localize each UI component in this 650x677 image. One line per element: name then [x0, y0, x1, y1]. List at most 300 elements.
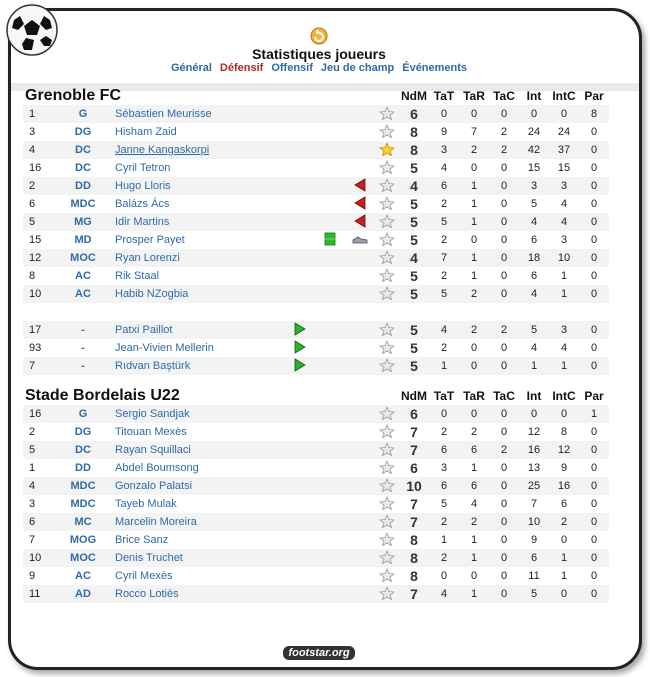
event-cell-3: [345, 423, 375, 441]
player-row: [23, 231, 609, 249]
player-number: 6: [29, 198, 36, 210]
event-cell-3: [345, 195, 375, 213]
stat-intc: 15: [557, 162, 571, 174]
event-cell-3: [345, 249, 375, 267]
star-grey-icon: [379, 496, 395, 510]
event-cell-2: [315, 405, 345, 423]
event-cell-1: [285, 567, 315, 585]
stat-tac: 0: [489, 213, 519, 231]
event-cell-1: [285, 357, 315, 375]
player-rating: 8: [410, 532, 418, 548]
star-grey-icon: [379, 442, 395, 456]
player-row: [23, 477, 609, 495]
stat-tac: 0: [500, 234, 508, 246]
player-row: [23, 495, 609, 513]
stat-intc: 0: [549, 585, 579, 603]
stat-par: 0: [579, 477, 609, 495]
event-cell-1: [285, 213, 315, 231]
stat-tar: 2: [459, 285, 489, 303]
event-cell-2: [315, 213, 345, 231]
player-position: DD: [65, 177, 101, 195]
player-name-link[interactable]: Rocco Lotiès: [101, 585, 285, 603]
stat-tat: 2: [440, 198, 448, 210]
stat-intc: 6: [560, 498, 568, 510]
player-number: 7: [23, 357, 65, 375]
event-cell-1: [285, 513, 315, 531]
player-number: 1: [29, 462, 36, 474]
player-name-link[interactable]: Hugo Lloris: [101, 177, 285, 195]
player-number: 4: [23, 141, 65, 159]
stat-par: 0: [590, 342, 598, 354]
player-number: 4: [23, 477, 65, 495]
stat-par: 0: [590, 198, 598, 210]
stat-tar: 2: [470, 426, 478, 438]
tab-1[interactable]: Défensif: [219, 62, 264, 74]
player-name-link[interactable]: Balázs Ács: [115, 198, 170, 210]
event-cell-1: [285, 231, 315, 249]
event-cell-3: [345, 231, 375, 249]
event-cell-3: [345, 213, 375, 231]
stat-tat: 0: [429, 105, 459, 123]
event-cell-2: [315, 567, 345, 585]
stat-tac: 0: [489, 249, 519, 267]
star-grey-icon: [379, 250, 395, 264]
stat-int: 4: [519, 213, 549, 231]
event-cell-1: [285, 441, 315, 459]
player-star-cell[interactable]: [375, 477, 399, 495]
player-name-link[interactable]: Sergio Sandjak: [101, 405, 285, 423]
footer-logo[interactable]: [11, 647, 627, 659]
stat-tar: 1: [459, 177, 489, 195]
stat-par: 0: [579, 285, 609, 303]
player-name-link[interactable]: Cyril Tetron: [115, 162, 171, 174]
column-header-ndm: NdM: [401, 89, 427, 103]
event-cell-2: [315, 141, 345, 159]
player-name-link[interactable]: Rik Staal: [115, 270, 160, 282]
event-cell-1: [285, 585, 315, 603]
stat-tat: 2: [440, 234, 448, 246]
player-rating: 4: [399, 249, 429, 267]
tab-4[interactable]: Événements: [402, 62, 468, 74]
event-cell-3: [345, 459, 375, 477]
stat-tar: 1: [459, 585, 489, 603]
stat-int: 9: [530, 534, 538, 546]
stat-tar: 0: [470, 234, 478, 246]
event-cell-2: [315, 285, 345, 303]
player-name-link[interactable]: Jean-Vivien Mellerin: [115, 342, 214, 354]
stat-tat: 5: [429, 285, 459, 303]
stat-tar: 1: [470, 198, 478, 210]
star-grey-icon: [379, 160, 395, 174]
column-header-tat: TaT: [433, 389, 455, 403]
player-position: DD: [75, 462, 91, 474]
stat-intc: 12: [549, 441, 579, 459]
player-position: MDC: [65, 477, 101, 495]
column-header-tar: TaR: [463, 89, 485, 103]
player-number: 93: [29, 342, 42, 354]
player-rating: 6: [399, 405, 429, 423]
stat-par: 0: [590, 534, 598, 546]
player-star-cell[interactable]: [375, 549, 399, 567]
stat-par: 0: [590, 270, 598, 282]
column-header-par: Par: [584, 389, 604, 403]
sub-out-icon: [352, 196, 368, 210]
player-position: AC: [65, 285, 101, 303]
player-name-link[interactable]: Ryan Lorenzi: [101, 249, 285, 267]
page-title: Statistiques joueurs: [252, 46, 386, 62]
player-name-link[interactable]: Habib NZogbia: [101, 285, 285, 303]
player-star-cell[interactable]: [375, 231, 399, 249]
player-name-link[interactable]: Idir Martins: [101, 213, 285, 231]
player-name-link[interactable]: Rıdvan Baştürk: [101, 357, 285, 375]
player-number: 11: [23, 585, 65, 603]
stat-int: 3: [519, 177, 549, 195]
event-cell-1: [285, 321, 315, 339]
player-star-cell[interactable]: [375, 567, 399, 585]
event-cell-2: [315, 585, 345, 603]
column-header-tat: TaT: [433, 89, 455, 103]
player-star-cell[interactable]: [375, 405, 399, 423]
stat-tat: 4: [429, 321, 459, 339]
stat-tat: 1: [429, 357, 459, 375]
event-cell-3: [345, 177, 375, 195]
event-cell-3: [345, 513, 375, 531]
spacer-row: [23, 303, 609, 321]
stat-intc: 0: [549, 405, 579, 423]
stat-intc: 10: [549, 249, 579, 267]
event-cell-2: [315, 477, 345, 495]
player-number: 10: [23, 549, 65, 567]
player-row: [23, 585, 609, 603]
player-name-link[interactable]: Marcelin Moreira: [101, 513, 285, 531]
player-name-link[interactable]: Titouan Mexès: [115, 426, 187, 438]
player-star-cell[interactable]: [375, 159, 399, 177]
stat-int: 0: [519, 405, 549, 423]
player-number: 2: [23, 177, 65, 195]
stat-intc: 0: [549, 105, 579, 123]
star-grey-icon: [379, 286, 395, 300]
stat-tat: 2: [440, 426, 448, 438]
star-grey-icon: [379, 214, 395, 228]
player-position: DG: [74, 426, 92, 438]
star-grey-icon: [379, 586, 395, 600]
player-rating: 6: [410, 460, 418, 476]
stat-tat: 5: [429, 213, 459, 231]
event-cell-2: [315, 495, 345, 513]
stat-tat: 3: [440, 462, 448, 474]
player-name-link[interactable]: Gonzalo Palatsi: [101, 477, 285, 495]
player-star-cell[interactable]: [375, 195, 399, 213]
player-row: [23, 531, 609, 549]
player-number: 3: [29, 126, 36, 138]
stat-par: 0: [579, 441, 609, 459]
player-star-cell[interactable]: [375, 141, 399, 159]
pitch-icon: [322, 232, 338, 246]
stat-intc: 1: [549, 357, 579, 375]
sub-in-icon: [292, 322, 308, 336]
star-grey-icon: [379, 232, 395, 246]
stat-int: 5: [519, 321, 549, 339]
player-number: 15: [29, 234, 42, 246]
stat-int: 13: [527, 462, 541, 474]
stat-tar: 0: [459, 357, 489, 375]
stat-intc: 9: [560, 462, 568, 474]
event-cell-1: [285, 267, 315, 285]
stat-tac: 0: [489, 585, 519, 603]
event-cell-2: [315, 531, 345, 549]
stat-tac: 0: [500, 462, 508, 474]
player-number: 10: [23, 285, 65, 303]
event-cell-2: [315, 159, 345, 177]
stat-tar: 0: [470, 162, 478, 174]
event-cell-3: [345, 477, 375, 495]
stat-int: 15: [527, 162, 541, 174]
stats-table: [23, 87, 609, 603]
event-cell-2: [315, 513, 345, 531]
stat-int: 7: [530, 498, 538, 510]
event-cell-1: [285, 339, 315, 357]
stat-tar: 1: [459, 249, 489, 267]
player-number: 7: [29, 534, 36, 546]
stat-tat: 5: [440, 498, 448, 510]
player-position: -: [65, 357, 101, 375]
player-star-cell[interactable]: [375, 177, 399, 195]
spacer-row: [23, 375, 609, 387]
player-row: [23, 357, 609, 375]
stat-int: 12: [527, 426, 541, 438]
player-position: AC: [75, 270, 91, 282]
player-star-cell[interactable]: [375, 249, 399, 267]
event-cell-3: [345, 549, 375, 567]
player-rating: 10: [399, 477, 429, 495]
event-cell-3: [345, 321, 375, 339]
stat-int: 4: [519, 285, 549, 303]
player-row: [23, 549, 609, 567]
stat-tat: 2: [429, 513, 459, 531]
player-position: MC: [65, 513, 101, 531]
player-star-cell[interactable]: [375, 459, 399, 477]
player-position: AC: [75, 570, 91, 582]
sub-out-icon: [352, 178, 368, 192]
player-rating: 5: [410, 160, 418, 176]
stat-par: 0: [579, 513, 609, 531]
player-row: [23, 459, 609, 477]
stat-tar: 1: [470, 462, 478, 474]
player-rating: 5: [410, 232, 418, 248]
player-star-cell[interactable]: [375, 585, 399, 603]
tab-2[interactable]: Offensif: [271, 62, 313, 74]
star-grey-icon: [379, 178, 395, 192]
stat-par: 0: [579, 249, 609, 267]
player-rating: 8: [399, 549, 429, 567]
stat-par: 0: [590, 498, 598, 510]
event-cell-1: [285, 123, 315, 141]
stat-tar: 2: [459, 513, 489, 531]
player-star-cell[interactable]: [375, 531, 399, 549]
stat-tac: 0: [489, 405, 519, 423]
player-position: MOG: [69, 534, 97, 546]
event-cell-1: [285, 285, 315, 303]
player-row: [23, 423, 609, 441]
event-cell-2: [315, 549, 345, 567]
stat-tar: 0: [459, 105, 489, 123]
stat-intc: 4: [560, 342, 568, 354]
player-star-cell[interactable]: [375, 495, 399, 513]
player-rating: 7: [399, 513, 429, 531]
stat-intc: 4: [549, 213, 579, 231]
stat-tar: 1: [470, 270, 478, 282]
refresh-icon[interactable]: [309, 25, 329, 45]
column-header-intc: IntC: [552, 389, 576, 403]
stat-int: 6: [519, 549, 549, 567]
player-star-cell[interactable]: [375, 321, 399, 339]
stat-par: 0: [590, 462, 598, 474]
player-name-link[interactable]: Patxi Paillot: [101, 321, 285, 339]
player-name-link[interactable]: Brice Sanz: [115, 534, 169, 546]
stat-int: 5: [519, 585, 549, 603]
event-cell-1: [285, 495, 315, 513]
team-name: Grenoble FC: [25, 87, 122, 104]
player-name-link[interactable]: Hisham Zaid: [115, 126, 177, 138]
event-cell-1: [285, 177, 315, 195]
stat-tac: 0: [500, 426, 508, 438]
player-name-link[interactable]: Denis Truchet: [101, 549, 285, 567]
player-row: [23, 567, 609, 585]
player-position: DC: [65, 441, 101, 459]
player-rating: 5: [399, 213, 429, 231]
boot-icon: [352, 232, 368, 246]
stat-tar: 1: [459, 549, 489, 567]
stat-par: 0: [579, 549, 609, 567]
player-star-cell[interactable]: [375, 513, 399, 531]
player-position: MOC: [65, 549, 101, 567]
player-position: MDC: [70, 198, 96, 210]
stat-tac: 2: [500, 126, 508, 138]
stat-tar: 7: [470, 126, 478, 138]
player-number: 6: [23, 513, 65, 531]
sub-in-icon: [292, 358, 308, 372]
player-name-link[interactable]: Rayan Squillaci: [101, 441, 285, 459]
event-cell-3: [345, 567, 375, 585]
event-cell-1: [285, 249, 315, 267]
star-grey-icon: [379, 340, 395, 354]
stat-int: 18: [519, 249, 549, 267]
event-cell-2: [315, 105, 345, 123]
stat-par: 0: [579, 177, 609, 195]
football-logo-icon: [4, 2, 60, 58]
column-header-int: Int: [526, 89, 542, 103]
event-cell-1: [285, 105, 315, 123]
column-header-tac: TaC: [493, 389, 515, 403]
stat-tat: 7: [429, 249, 459, 267]
stat-intc: 1: [549, 549, 579, 567]
team-header-row: [23, 387, 609, 405]
stat-tat: 9: [440, 126, 448, 138]
player-star-cell[interactable]: [375, 339, 399, 357]
player-row: [23, 123, 609, 141]
player-star-cell[interactable]: [375, 267, 399, 285]
player-position: -: [65, 321, 101, 339]
player-number: 9: [29, 570, 36, 582]
event-cell-3: [345, 585, 375, 603]
player-rating: 8: [399, 141, 429, 159]
player-number: 5: [23, 213, 65, 231]
stat-int: 16: [519, 441, 549, 459]
stat-par: 0: [590, 126, 598, 138]
stat-tat: 6: [429, 177, 459, 195]
stat-par: 0: [590, 234, 598, 246]
player-number: 1: [23, 105, 65, 123]
stat-int: 1: [519, 357, 549, 375]
star-grey-icon: [379, 424, 395, 438]
player-star-cell[interactable]: [375, 105, 399, 123]
event-cell-2: [315, 321, 345, 339]
player-star-cell[interactable]: [375, 123, 399, 141]
event-cell-2: [315, 195, 345, 213]
stat-tar: 0: [459, 405, 489, 423]
player-star-cell[interactable]: [375, 423, 399, 441]
player-name-link[interactable]: Janne Kangaskorpi: [101, 141, 285, 159]
player-rating: 7: [410, 496, 418, 512]
stat-intc: 4: [560, 198, 568, 210]
player-name-link[interactable]: Prosper Payet: [115, 234, 185, 246]
player-position: MG: [65, 213, 101, 231]
star-gold-icon: [379, 142, 395, 156]
player-star-cell[interactable]: [375, 285, 399, 303]
stat-tac: 0: [489, 549, 519, 567]
stat-tar: 0: [470, 570, 478, 582]
stat-tat: 2: [440, 270, 448, 282]
stat-intc: 24: [557, 126, 571, 138]
star-grey-icon: [379, 196, 395, 210]
stat-int: 4: [530, 342, 538, 354]
player-rating: 8: [410, 568, 418, 584]
player-star-cell[interactable]: [375, 357, 399, 375]
player-name-link[interactable]: Cyril Mexès: [115, 570, 173, 582]
player-row: [23, 513, 609, 531]
player-row: [23, 405, 609, 423]
stat-par: 0: [579, 321, 609, 339]
star-grey-icon: [379, 268, 395, 282]
player-name-link[interactable]: Abdel Boumsong: [115, 462, 199, 474]
stat-tac: 0: [500, 570, 508, 582]
stat-tat: 2: [440, 342, 448, 354]
stat-tac: 0: [500, 342, 508, 354]
stat-tac: 0: [489, 513, 519, 531]
tab-3[interactable]: Jeu de champ: [320, 62, 395, 74]
player-name-link[interactable]: Sébastien Meurisse: [101, 105, 285, 123]
stat-intc: 3: [549, 177, 579, 195]
star-grey-icon: [379, 568, 395, 582]
column-header-intc: IntC: [552, 89, 576, 103]
event-cell-3: [345, 405, 375, 423]
player-star-cell[interactable]: [375, 441, 399, 459]
stat-int: 6: [530, 234, 538, 246]
event-cell-3: [345, 159, 375, 177]
event-cell-3: [345, 285, 375, 303]
player-rating: 5: [410, 196, 418, 212]
tab-0[interactable]: Général: [170, 62, 212, 74]
player-number: 17: [23, 321, 65, 339]
player-star-cell[interactable]: [375, 213, 399, 231]
event-cell-2: [315, 177, 345, 195]
event-cell-3: [345, 441, 375, 459]
column-header-tar: TaR: [463, 389, 485, 403]
stat-tat: 0: [440, 570, 448, 582]
stat-par: 0: [590, 426, 598, 438]
player-name-link[interactable]: Tayeb Mulak: [115, 498, 177, 510]
event-cell-1: [285, 477, 315, 495]
